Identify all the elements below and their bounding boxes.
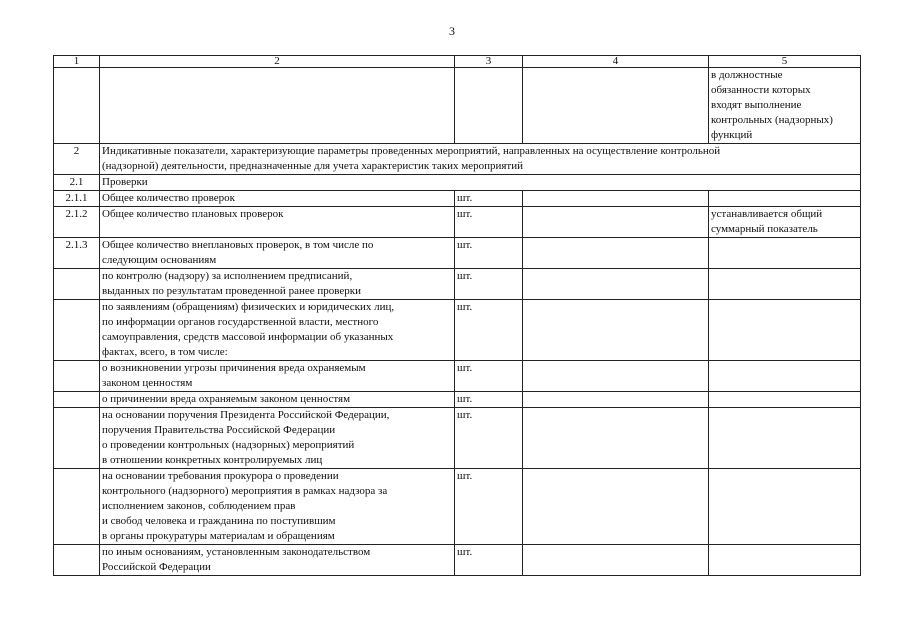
table-row [54,545,861,576]
table-row [54,392,861,408]
row-description: Общее количество проверок [100,191,455,207]
table-header-row [54,56,861,68]
row-col4 [523,361,709,392]
row-col4 [523,238,709,269]
row-description: по контролю (надзору) за исполнением предписаний, выданных по результатам проведенной ранее проверки [100,269,455,300]
table-row [54,191,861,207]
row-col4 [523,191,709,207]
table-row [54,408,861,469]
row-number [54,545,100,576]
row-number [54,408,100,469]
row-unit: шт. [455,392,523,408]
table-row [54,238,861,269]
indicators-table [53,55,861,576]
row-number: 2.1.3 [54,238,100,269]
cell-text [100,68,455,144]
cell-num [54,68,100,144]
row-col5 [709,545,861,576]
continuation-row [54,68,861,144]
cell-col5: в должностные обязанности которых входят выполнение контрольных (надзорных) функций [709,68,861,144]
row-unit: шт. [455,191,523,207]
row-description: Общее количество плановых проверок [100,207,455,238]
row-description: по заявлениям (обращениям) физических и юридических лиц, по информации органов государственной власти, местного самоуправления, средств массовой информации об указанных фактах, всего, в том числе: [100,300,455,361]
row-unit: шт. [455,300,523,361]
row-number [54,269,100,300]
row-description: на основании поручения Президента Российской Федерации, поручения Правительства Российской Федерации о проведении контрольных (надзорных) мероприятий в отношении конкретных контролируемых лиц [100,408,455,469]
row-col4 [523,469,709,545]
row-col4 [523,300,709,361]
section-title: Индикативные показатели, характеризующие параметры проведенных мероприятий, направленных на осуществление контрольной (надзорной) деятельности, предназначенные для учета характеристик таких мероприятий [100,144,861,175]
row-unit: шт. [455,207,523,238]
cell-col4 [523,68,709,144]
row-unit: шт. [455,238,523,269]
row-description: о причинении вреда охраняемым законом ценностям [100,392,455,408]
row-number [54,300,100,361]
subsection-number: 2.1 [54,175,100,191]
row-description: о возникновении угрозы причинения вреда охраняемым законом ценностям [100,361,455,392]
header-col-5: 5 [709,56,861,68]
row-col4 [523,392,709,408]
row-col5: устанавливается общий суммарный показатель [709,207,861,238]
page-number: 3 [449,24,455,38]
row-number [54,469,100,545]
subsection-row [54,175,861,191]
row-col5 [709,238,861,269]
row-col5 [709,191,861,207]
row-unit: шт. [455,408,523,469]
row-description: по иным основаниям, установленным законодательством Российской Федерации [100,545,455,576]
row-number [54,361,100,392]
row-unit: шт. [455,269,523,300]
row-col4 [523,207,709,238]
row-col5 [709,392,861,408]
row-number [54,392,100,408]
row-col5 [709,300,861,361]
row-col5 [709,408,861,469]
subsection-title: Проверки [100,175,861,191]
section-number: 2 [54,144,100,175]
row-col4 [523,545,709,576]
header-col-4: 4 [523,56,709,68]
cell-unit [455,68,523,144]
row-number: 2.1.1 [54,191,100,207]
row-unit: шт. [455,545,523,576]
row-description: на основании требования прокурора о проведении контрольного (надзорного) мероприятия в рамках надзора за исполнением законов, соблюдением прав и свобод человека и гражданина по поступившим в органы прокуратуры материалам и обращениям [100,469,455,545]
table-row [54,361,861,392]
row-description: Общее количество внеплановых проверок, в том числе по следующим основаниям [100,238,455,269]
row-unit: шт. [455,469,523,545]
row-col5 [709,361,861,392]
table-row [54,469,861,545]
table-row [54,300,861,361]
row-number: 2.1.2 [54,207,100,238]
header-col-2: 2 [100,56,455,68]
row-col5 [709,469,861,545]
row-col4 [523,408,709,469]
row-col4 [523,269,709,300]
table-row [54,269,861,300]
header-col-1: 1 [54,56,100,68]
section-row [54,144,861,175]
row-unit: шт. [455,361,523,392]
header-col-3: 3 [455,56,523,68]
row-col5 [709,269,861,300]
table-row [54,207,861,238]
